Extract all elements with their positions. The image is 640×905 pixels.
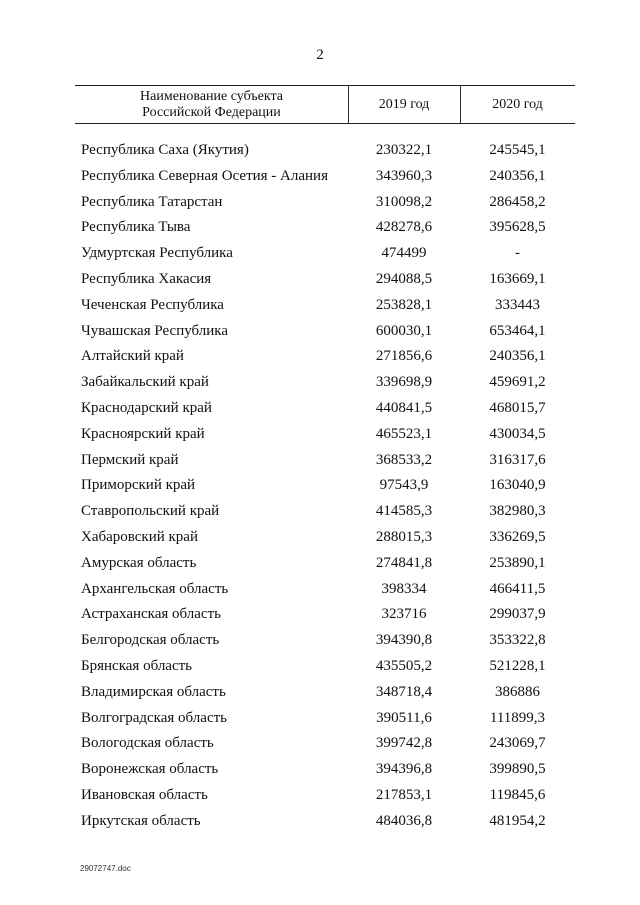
value-2020: - — [515, 245, 520, 262]
region-name: Воронежская область — [81, 761, 219, 778]
table-row — [75, 551, 575, 577]
region-name: Чувашская Республика — [81, 322, 229, 339]
page-number: 2 — [316, 47, 324, 63]
region-name: Владимирская область — [81, 683, 226, 700]
value-2019: 398334 — [381, 580, 427, 597]
value-2020: 521228,1 — [489, 657, 546, 674]
value-2019: 394390,8 — [375, 632, 433, 649]
region-name: Волгоградская область — [81, 709, 227, 726]
table-row — [75, 319, 575, 345]
value-2019: 474499 — [381, 245, 427, 262]
value-2019: 465523,1 — [375, 425, 433, 442]
region-name: Республика Хакасия — [81, 270, 212, 287]
value-2020: 395628,5 — [489, 219, 546, 236]
region-name: Чеченская Республика — [81, 296, 224, 313]
value-2020: 466411,5 — [489, 580, 546, 597]
value-2020: 399890,5 — [489, 761, 546, 778]
value-2019: 288015,3 — [375, 528, 433, 545]
value-2019: 394396,8 — [375, 761, 433, 778]
value-2019: 390511,6 — [376, 709, 432, 726]
value-2020: 459691,2 — [489, 374, 546, 391]
value-2020: 119845,6 — [489, 786, 546, 803]
region-name: Приморский край — [81, 477, 196, 494]
region-name: Удмуртская Республика — [81, 245, 233, 262]
data-table — [75, 85, 575, 829]
table-row — [75, 215, 575, 241]
table-body — [75, 138, 575, 835]
table-row — [75, 680, 575, 706]
table-row — [75, 654, 575, 680]
value-2020: 468015,7 — [489, 399, 546, 416]
value-2020: 336269,5 — [489, 528, 546, 545]
value-2019: 294088,5 — [375, 270, 433, 287]
region-name: Алтайский край — [81, 348, 184, 365]
header-2020: 2020 год — [492, 96, 543, 112]
region-name: Брянская область — [81, 657, 193, 674]
table-row — [75, 809, 575, 835]
table-row — [75, 757, 575, 783]
value-2019: 274841,8 — [375, 554, 433, 571]
value-2019: 343960,3 — [375, 167, 433, 184]
value-2020: 316317,6 — [489, 451, 546, 468]
table-row — [75, 138, 575, 164]
value-2020: 111899,3 — [489, 709, 546, 726]
value-2020: 382980,3 — [489, 503, 546, 520]
value-2020: 430034,5 — [489, 425, 546, 442]
table-row — [75, 344, 575, 370]
region-name: Республика Северная Осетия - Алания — [81, 167, 328, 184]
table-row — [75, 628, 575, 654]
header-2019: 2019 год — [378, 96, 430, 112]
value-2020: 163040,9 — [489, 477, 546, 494]
document-filename: 29072747.doc — [80, 864, 131, 873]
value-2019: 323716 — [381, 606, 427, 623]
table-row — [75, 241, 575, 267]
region-name: Краснодарский край — [81, 399, 212, 416]
table-row — [75, 293, 575, 319]
value-2019: 348718,4 — [375, 683, 433, 700]
value-2020: 333443 — [495, 296, 540, 313]
region-name: Архангельская область — [81, 580, 229, 597]
value-2020: 240356,1 — [489, 348, 546, 365]
value-2019: 271856,6 — [375, 348, 433, 365]
region-name: Иркутская область — [81, 812, 201, 829]
region-name: Красноярский край — [81, 425, 205, 442]
table-row — [75, 267, 575, 293]
value-2020: 286458,2 — [489, 193, 546, 210]
value-2020: 299037,9 — [489, 606, 546, 623]
table-row — [75, 422, 575, 448]
region-name: Хабаровский край — [81, 528, 198, 545]
value-2019: 97543,9 — [379, 477, 429, 494]
table-row — [75, 370, 575, 396]
region-name: Забайкальский край — [81, 374, 209, 391]
value-2019: 399742,8 — [375, 735, 433, 752]
value-2019: 435505,2 — [375, 657, 433, 674]
region-name: Ставропольский край — [81, 503, 220, 520]
value-2019: 230322,1 — [375, 142, 433, 158]
value-2020: 163669,1 — [489, 270, 546, 287]
value-2020: 386886 — [495, 683, 540, 700]
region-name: Ивановская область — [81, 786, 208, 803]
value-2019: 253828,1 — [375, 296, 433, 313]
table-row — [75, 448, 575, 474]
table-row — [75, 706, 575, 732]
value-2019: 428278,6 — [375, 219, 433, 236]
value-2019: 600030,1 — [375, 322, 433, 339]
table-row — [75, 190, 575, 216]
region-name: Пермский край — [81, 451, 179, 468]
value-2020: 653464,1 — [489, 322, 546, 339]
value-2020: 253890,1 — [489, 554, 546, 571]
value-2019: 440841,5 — [375, 399, 433, 416]
value-2019: 339698,9 — [375, 374, 433, 391]
region-name: Белгородская область — [81, 632, 220, 649]
region-name: Республика Татарстан — [81, 193, 223, 210]
region-name: Амурская область — [81, 554, 197, 571]
table-header — [75, 85, 575, 124]
table-row — [75, 499, 575, 525]
value-2020: 353322,8 — [489, 632, 546, 649]
value-2020: 243069,7 — [489, 735, 546, 752]
region-name: Республика Саха (Якутия) — [81, 142, 249, 158]
header-name-line2: Российской Федерации — [142, 104, 281, 120]
table-row — [75, 164, 575, 190]
value-2020: 481954,2 — [489, 812, 546, 829]
table-row — [75, 602, 575, 628]
value-2019: 484036,8 — [375, 812, 433, 829]
table-row — [75, 731, 575, 757]
header-subject-name — [75, 86, 348, 123]
value-2020: 240356,1 — [489, 167, 546, 184]
table-row — [75, 577, 575, 603]
region-name: Вологодская область — [81, 735, 214, 752]
table-row — [75, 396, 575, 422]
table-row — [75, 473, 575, 499]
value-2019: 217853,1 — [375, 786, 433, 803]
region-name: Республика Тыва — [81, 219, 191, 236]
table-row — [75, 783, 575, 809]
table-row — [75, 525, 575, 551]
value-2020: 245545,1 — [489, 142, 546, 158]
value-2019: 368533,2 — [375, 451, 433, 468]
header-name-line1: Наименование субъекта — [140, 88, 283, 104]
value-2019: 414585,3 — [375, 503, 433, 520]
region-name: Астраханская область — [81, 606, 221, 623]
value-2019: 310098,2 — [375, 193, 433, 210]
